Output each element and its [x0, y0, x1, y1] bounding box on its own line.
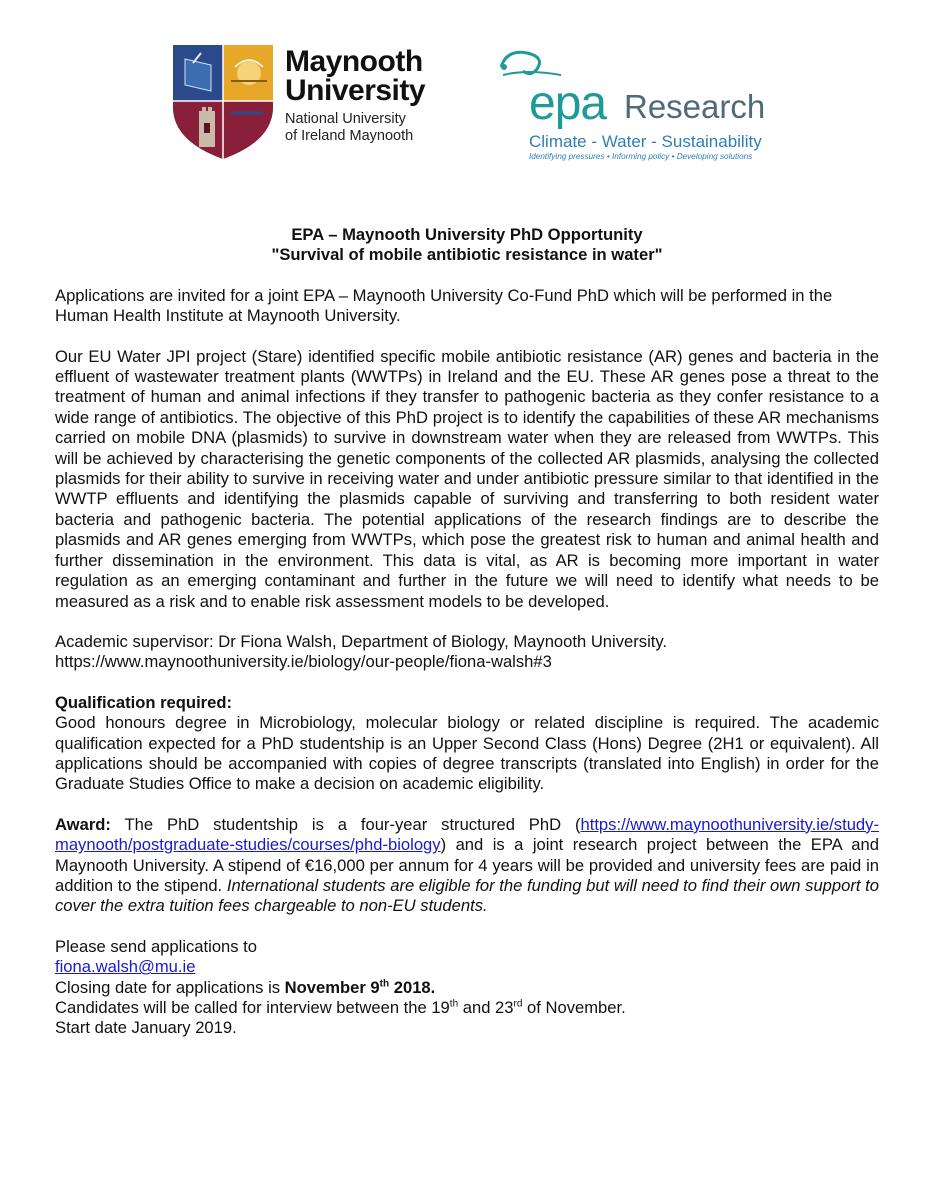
- epa-word: epa: [529, 77, 607, 130]
- send-to-line: Please send applications to: [55, 936, 258, 956]
- contact-email-link[interactable]: fiona.walsh@mu.ie: [55, 957, 196, 977]
- epa-subtagline: Identifying pressures • Informing policy • Developing solutions: [529, 152, 753, 161]
- award-label: Award:: [55, 814, 111, 834]
- qualification-heading: Qualification required:: [55, 692, 233, 712]
- award-text-before-link: The PhD studentship is a four-year structured PhD (: [110, 814, 581, 834]
- maynooth-name: Maynooth University: [285, 45, 426, 107]
- intro-paragraph: Applications are invited for a joint EPA – Maynooth University Co-Fund PhD which will be performed in the Human Health Institute at Maynooth University.: [55, 285, 833, 326]
- contact-paragraph: [55, 937, 879, 1039]
- title-line-1: EPA – Maynooth University PhD Opportunity: [291, 225, 643, 244]
- title-line-2: "Survival of mobile antibiotic resistance in water": [271, 245, 663, 265]
- award-paragraph: [55, 815, 879, 917]
- interview-line: Candidates will be called for interview between the 19th and 23rd of November.: [55, 998, 626, 1017]
- closing-date: November 9th 2018.: [284, 977, 436, 997]
- award-text-after-link: ) and is a joint research project between the EPA and Maynooth University. A stipend of €16,000 per annum for 4 years will be provided and university fees are paid in addition to the stipend.: [55, 835, 879, 895]
- epa-research-word: Research: [624, 88, 766, 125]
- qualification-text: Good honours degree in Microbiology, molecular biology or related discipline is required. The academic qualification expected for a PhD studentship is an Upper Second Class (Hons) Degree (2H1 or equivalent). All applications should be accompanied with copies of degree transcripts (translated into English) in order for the Graduate Studies Office to make a decision on academic eligibility.: [55, 713, 879, 794]
- document-title: [55, 225, 879, 266]
- supervisor-url: https://www.maynoothuniversity.ie/biology/our-people/fiona-walsh#3: [55, 652, 552, 672]
- project-description-paragraph: Our EU Water JPI project (Stare) identified specific mobile antibiotic resistance (AR) genes and bacteria in the effluent of wastewater treatment plants (WWTPs) in Ireland and the EU. These AR genes pose a threat to the treatment of human and animal infections if they transfer to pathogenic bacteria as they confer resistance to a wide range of antibiotics. The objective of this PhD project is to identify the capabilities of these AR mechanisms carried on mobile DNA (plasmids) to survive in downstream water when they are released from WWTPs. This will be achieved by characterising the genetic components of the collected AR plasmids, analysing the collected plasmids for their ability to survive in receiving water and under antibiotic pressure similar to that identified in the WWTP effluents and identifying the plasmids capable of surviving and transferring to both resident water bacteria and pathogenic bacteria. The potential applications of the research findings are to describe the plasmids and AR genes emerging from WWTPs, which pose the greatest risk to human and animal health and further dissemination in the environment. This data is vital, as AR is becoming more important in water regulation as an emerging contaminant and further in the future we will need to identify what needs to be measured as a risk and to enable risk assessment models to be developed.: [55, 346, 879, 611]
- maynooth-crest-icon: [171, 43, 275, 161]
- award-international-note: International students are eligible for the funding but will need to find their own support to cover the extra tuition fees chargeable to non-EU students.: [55, 875, 880, 916]
- supervisor-line: Academic supervisor: Dr Fiona Walsh, Department of Biology, Maynooth University.: [55, 631, 668, 651]
- maynooth-university-logo: [171, 43, 441, 163]
- document-body: [55, 225, 879, 1059]
- start-date-line: Start date January 2019.: [55, 1018, 237, 1038]
- qualification-paragraph: [55, 693, 879, 795]
- maynooth-subtitle: National University of Ireland Maynooth: [285, 111, 414, 144]
- epa-tagline: Climate - Water - Sustainability: [529, 132, 762, 151]
- epa-research-logo: [497, 45, 767, 165]
- phd-biology-link[interactable]: https://www.maynoothuniversity.ie/study-maynooth/postgraduate-studies/courses/phd-biology: [55, 814, 879, 855]
- supervisor-paragraph: [55, 632, 879, 673]
- closing-date-line: Closing date for applications is November 9th 2018.: [55, 977, 436, 997]
